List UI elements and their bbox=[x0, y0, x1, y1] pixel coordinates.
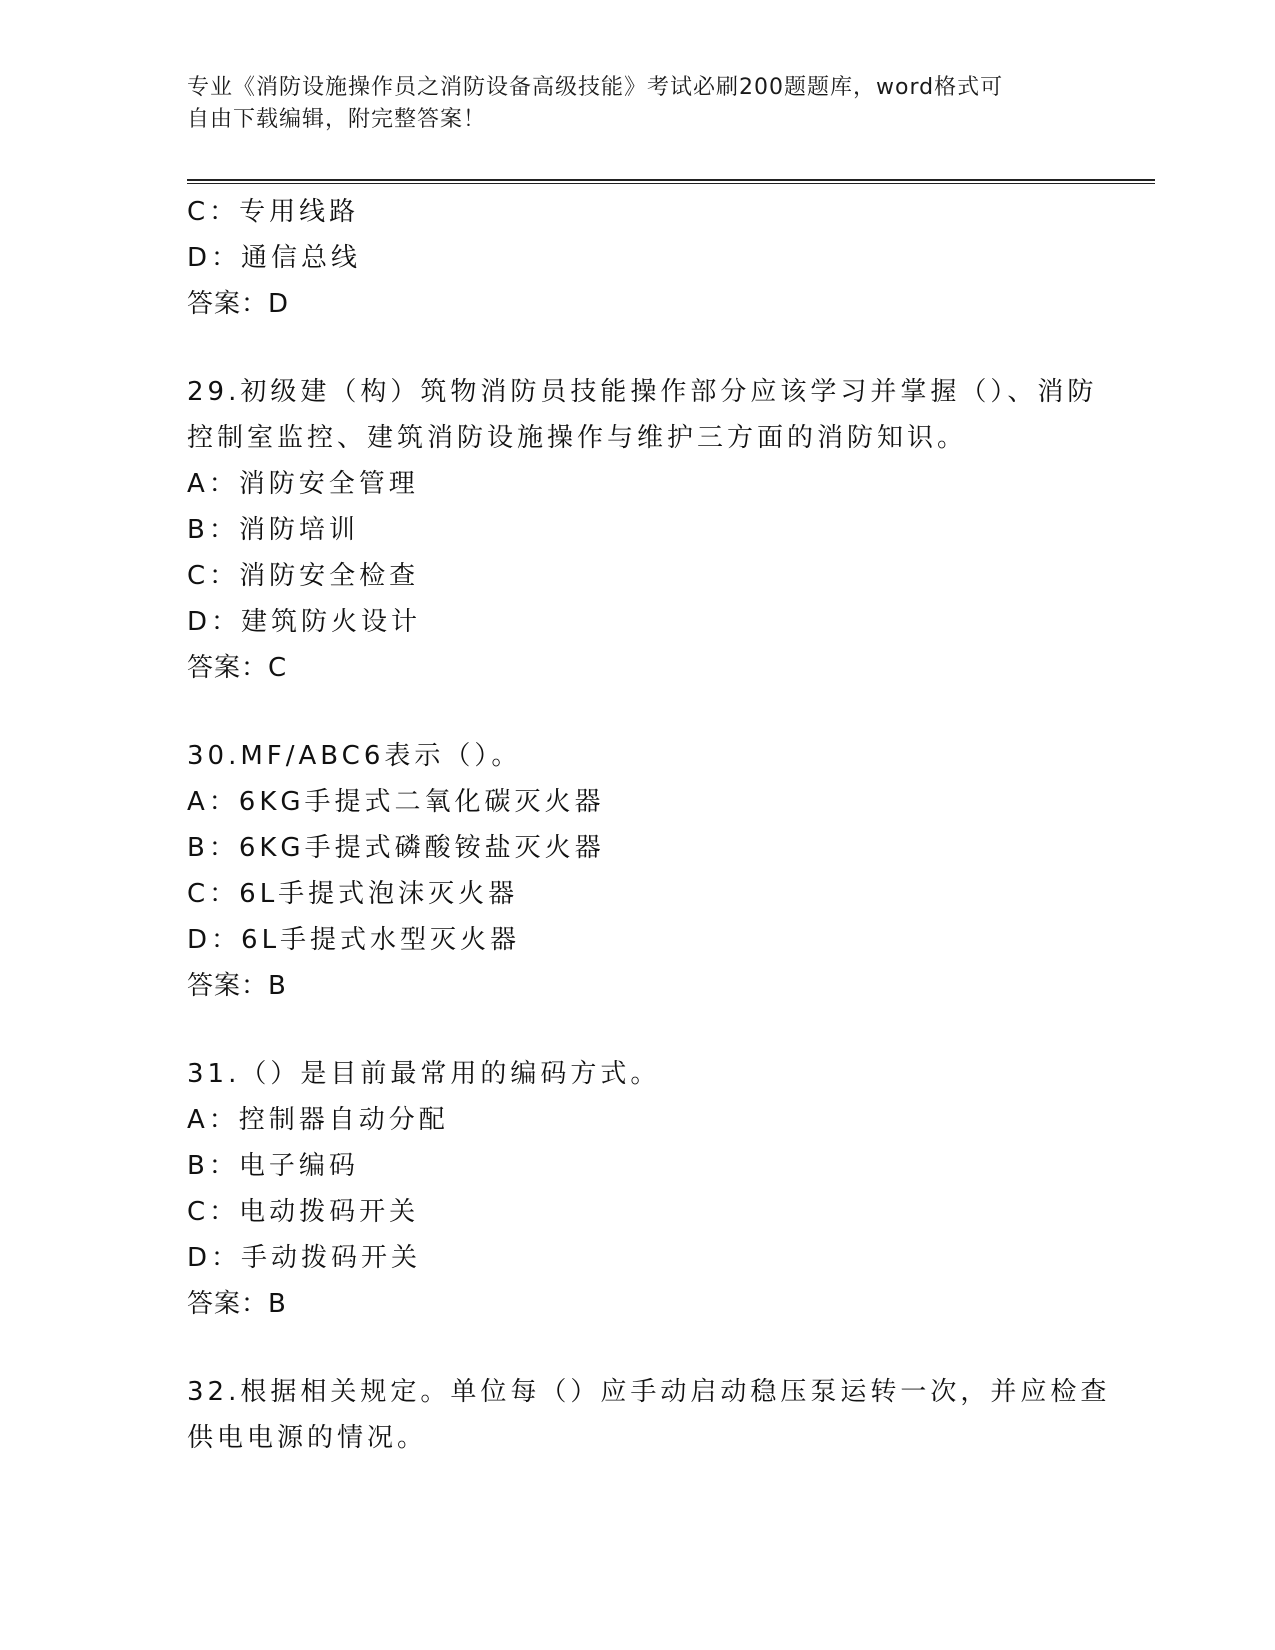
option-d: D：6L手提式水型灭火器 bbox=[187, 925, 521, 955]
question-block-31 bbox=[187, 1051, 1087, 1327]
question-list bbox=[187, 189, 1111, 1461]
option-c: C：消防安全检查 bbox=[187, 561, 420, 591]
header-line-1: 专业《消防设施操作员之消防设备高级技能》考试必刷200题题库，word格式可 bbox=[187, 75, 1004, 100]
option-b: B：6KG手提式磷酸铵盐灭火器 bbox=[187, 833, 605, 863]
option-a: A：消防安全管理 bbox=[187, 469, 419, 499]
answer-line: 答案：B bbox=[187, 1289, 287, 1319]
question-block-28 bbox=[187, 189, 1087, 327]
document-header bbox=[187, 72, 1067, 136]
spacer bbox=[187, 691, 1087, 733]
option-d: D：通信总线 bbox=[187, 243, 362, 273]
question-text: 31.（）是目前最常用的编码方式。 bbox=[187, 1059, 661, 1089]
question-block-32 bbox=[187, 1369, 1111, 1461]
option-b: B：电子编码 bbox=[187, 1151, 359, 1181]
question-text: 29.初级建（构）筑物消防员技能操作部分应该学习并掌握（）、消防 bbox=[187, 377, 1098, 407]
header-divider-thick bbox=[187, 179, 1155, 181]
question-text-cont: 供电电源的情况。 bbox=[187, 1423, 428, 1453]
question-text: 32.根据相关规定。单位每（）应手动启动稳压泵运转一次，并应检查 bbox=[187, 1377, 1111, 1407]
spacer bbox=[187, 327, 1087, 369]
option-c: C：电动拨码开关 bbox=[187, 1197, 420, 1227]
question-text-cont: 控制室监控、建筑消防设施操作与维护三方面的消防知识。 bbox=[187, 423, 968, 453]
question-block-29 bbox=[187, 369, 1098, 691]
answer-line: 答案：D bbox=[187, 289, 290, 319]
option-d: D：建筑防火设计 bbox=[187, 607, 422, 637]
spacer bbox=[187, 1327, 1087, 1369]
option-a: A：6KG手提式二氧化碳灭火器 bbox=[187, 787, 605, 817]
header-divider-thin bbox=[187, 183, 1155, 184]
option-b: B：消防培训 bbox=[187, 515, 359, 545]
header-line-2: 自由下载编辑，附完整答案！ bbox=[187, 107, 487, 132]
option-c: C：专用线路 bbox=[187, 197, 360, 227]
question-block-30 bbox=[187, 733, 1087, 1009]
spacer bbox=[187, 1009, 1087, 1051]
answer-line: 答案：C bbox=[187, 653, 288, 683]
option-c: C：6L手提式泡沫灭火器 bbox=[187, 879, 519, 909]
option-a: A：控制器自动分配 bbox=[187, 1105, 449, 1135]
question-text: 30.MF/ABC6表示（）。 bbox=[187, 741, 522, 771]
option-d: D：手动拨码开关 bbox=[187, 1243, 422, 1273]
answer-line: 答案：B bbox=[187, 971, 287, 1001]
